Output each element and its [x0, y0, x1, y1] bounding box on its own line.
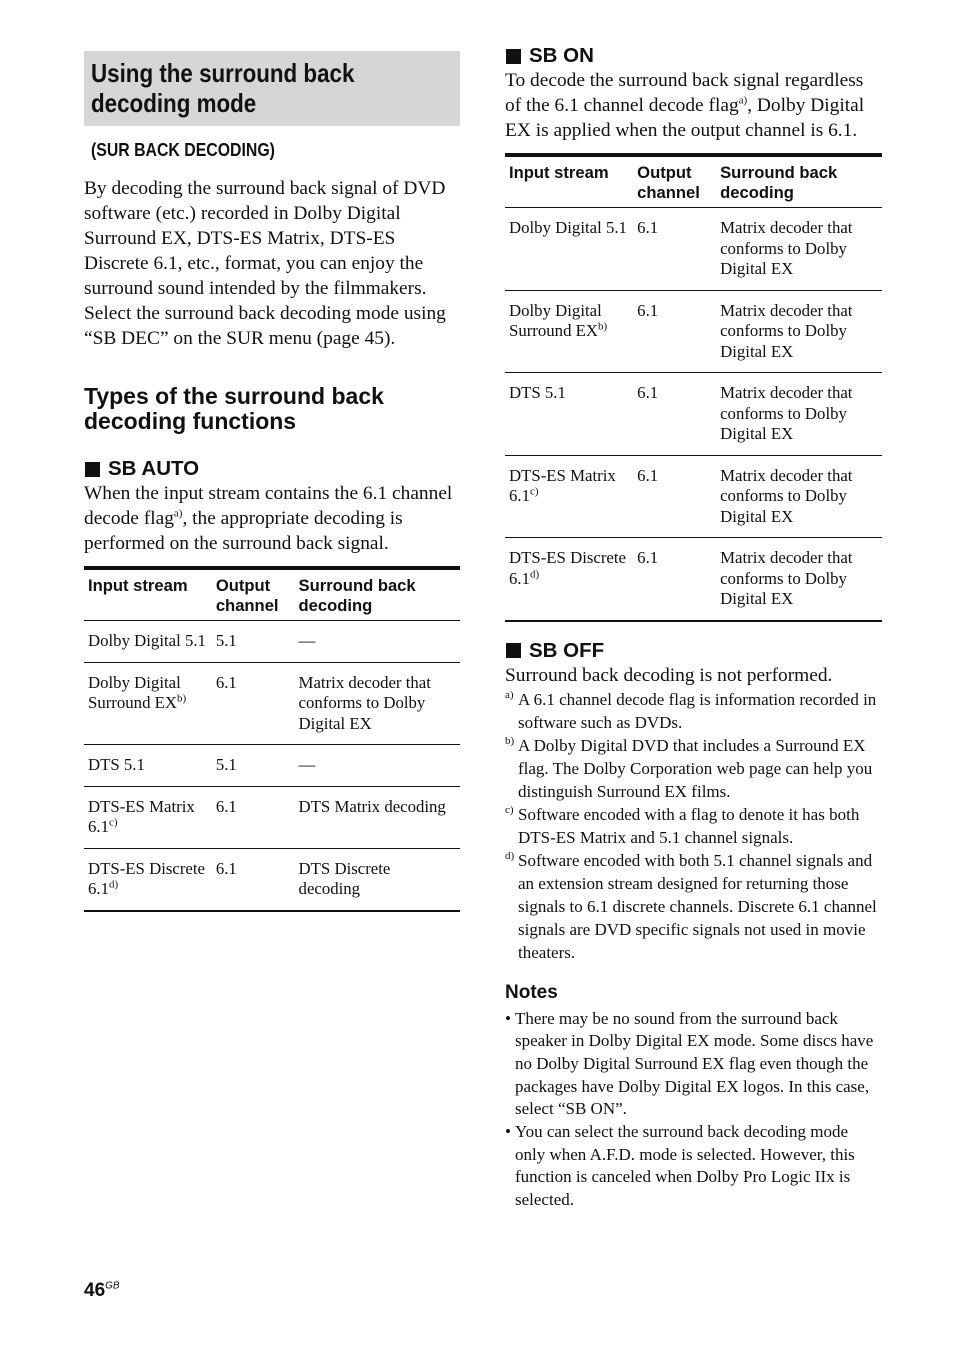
page-title: Using the surround back decoding mode	[91, 58, 355, 118]
cell-decoding: DTS Discrete decoding	[295, 848, 460, 911]
col-header-input: Input stream	[505, 155, 633, 208]
col-header-input: Input stream	[84, 568, 212, 621]
footnote-text: Software encoded with a flag to denote it has both DTS-ES Matrix and 5.1 channel signals.	[518, 804, 860, 847]
cell-decoding: DTS Matrix decoding	[295, 786, 460, 848]
notes-heading: Notes	[505, 981, 558, 1003]
footnote-a	[505, 688, 882, 734]
sb-on-text-before: To decode the surround back signal regardless of the 6.1 channel decode flag	[505, 70, 864, 116]
cell-decoding: Matrix decoder that conforms to Dolby Digital EX	[295, 662, 460, 745]
title-banner	[84, 51, 460, 126]
table-row	[84, 621, 460, 663]
cell-input: Dolby Digital Surround EX$^{b)}$	[84, 662, 212, 745]
cell-output: 5.1	[212, 621, 295, 663]
sb-on-table	[505, 153, 882, 622]
table-row	[505, 373, 882, 456]
footnote-ref: a)	[173, 507, 183, 520]
cell-output: 6.1	[212, 662, 295, 745]
footnotes	[505, 688, 882, 964]
cell-output: 6.1	[633, 455, 716, 538]
cell-input: DTS-ES Matrix 6.1$^{c)}$	[505, 455, 633, 538]
cell-output: 6.1	[212, 848, 295, 911]
footnote-text: Software encoded with both 5.1 channel signals and an extension stream designed for returning those signals to 6.1 discrete channels. Discrete 6.1 channel signals are DVD specific signals not used in movie theaters.	[518, 850, 877, 962]
sb-on-block	[505, 44, 882, 622]
table-header-row	[84, 568, 460, 621]
square-bullet-icon	[506, 643, 521, 658]
list-item: • You can select the surround back decoding mode only when A.F.D. mode is selected. However, this function is canceled when Dolby Pro Logic IIx is selected.	[505, 1121, 882, 1212]
page-subtitle: (SUR BACK DECODING)	[91, 140, 275, 160]
sb-off-block	[505, 639, 882, 688]
cell-input: DTS-ES Matrix 6.1$^{c)}$	[84, 786, 212, 848]
cell-output: 6.1	[633, 373, 716, 456]
sb-on-heading	[505, 44, 882, 68]
footnote-mark: d)	[505, 849, 515, 862]
cell-output: 6.1	[633, 208, 716, 291]
footnote-b	[505, 734, 882, 803]
cell-decoding: Matrix decoder that conforms to Dolby Digital EX	[716, 373, 882, 456]
sb-off-description: Surround back decoding is not performed.	[505, 664, 833, 686]
table-row	[84, 786, 460, 848]
page-number	[84, 1280, 120, 1302]
table-row	[505, 290, 882, 373]
footnote-mark: c)	[505, 803, 514, 816]
cell-decoding: Matrix decoder that conforms to Dolby Digital EX	[716, 538, 882, 621]
intro-paragraph: By decoding the surround back signal of DVD software (etc.) recorded in Dolby Digital Surround EX, DTS-ES Matrix, DTS-ES Discrete 6.1, etc., format, you can enjoy the surround sound intended by the filmmakers. Select the surround back decoding mode using “SB DEC” on the SUR menu (page 45).	[84, 178, 446, 349]
cell-input: DTS 5.1	[84, 745, 212, 787]
col-header-decoding: Surround back decoding	[295, 568, 460, 621]
cell-input: DTS 5.1	[505, 373, 633, 456]
col-header-output: Output channel	[212, 568, 295, 621]
cell-decoding: Matrix decoder that conforms to Dolby Digital EX	[716, 208, 882, 291]
footnote-text: A Dolby Digital DVD that includes a Surround EX flag. The Dolby Corporation web page can help you distinguish Surround EX films.	[518, 735, 873, 801]
footnote-c	[505, 803, 882, 849]
notes-list	[505, 1008, 882, 1212]
cell-input: Dolby Digital 5.1	[505, 208, 633, 291]
footnote-d	[505, 849, 882, 964]
right-column	[505, 44, 882, 1212]
square-bullet-icon	[506, 49, 521, 64]
section-heading: Types of the surround back decoding functions	[84, 383, 384, 434]
cell-input: Dolby Digital Surround EX$^{b)}$	[505, 290, 633, 373]
footnote-text: A 6.1 channel decode flag is information recorded in software such as DVDs.	[518, 689, 877, 732]
sb-auto-table	[84, 566, 460, 912]
sb-auto-heading	[84, 457, 460, 481]
cell-output: 6.1	[212, 786, 295, 848]
col-header-output: Output channel	[633, 155, 716, 208]
table-row	[505, 208, 882, 291]
list-item: • There may be no sound from the surround back speaker in Dolby Digital EX mode. Some discs have no Dolby Digital Surround EX flag even though the packages have Dolby Digital EX logos. In this case, select “SB ON”.	[505, 1008, 882, 1122]
cell-output: 6.1	[633, 538, 716, 621]
cell-output: 5.1	[212, 745, 295, 787]
square-bullet-icon	[85, 462, 100, 477]
sb-on-description	[505, 68, 882, 143]
table-row	[505, 455, 882, 538]
footnote-mark: b)	[505, 734, 515, 747]
footnote-mark: a)	[505, 688, 514, 701]
sb-auto-text-after: , the appropriate decoding is performed on the surround back signal.	[84, 508, 403, 554]
cell-input: Dolby Digital 5.1	[84, 621, 212, 663]
cell-input: DTS-ES Discrete 6.1$^{d)}$	[505, 538, 633, 621]
table-row	[84, 662, 460, 745]
sb-auto-description	[84, 481, 460, 556]
col-header-decoding: Surround back decoding	[716, 155, 882, 208]
sb-auto-text-before: When the input stream contains the 6.1 channel decode flag	[84, 483, 453, 529]
sb-auto-heading-text: SB AUTO	[108, 457, 200, 480]
sb-off-heading	[505, 639, 882, 663]
page-number-value: 46	[84, 1280, 106, 1301]
cell-decoding: Matrix decoder that conforms to Dolby Digital EX	[716, 455, 882, 538]
page-region: GB	[105, 1280, 120, 1292]
table-header-row	[505, 155, 882, 208]
table-row	[505, 538, 882, 621]
sb-on-heading-text: SB ON	[529, 44, 594, 67]
cell-decoding: —	[295, 621, 460, 663]
table-row	[84, 848, 460, 911]
sb-auto-block	[84, 457, 460, 912]
footnote-ref: a)	[738, 94, 748, 107]
cell-decoding: Matrix decoder that conforms to Dolby Digital EX	[716, 290, 882, 373]
left-column	[84, 51, 460, 912]
cell-output: 6.1	[633, 290, 716, 373]
sb-on-text-after: , Dolby Digital EX is applied when the output channel is 6.1.	[505, 95, 865, 141]
cell-decoding: —	[295, 745, 460, 787]
sb-off-heading-text: SB OFF	[529, 638, 605, 662]
table-row	[84, 745, 460, 787]
cell-input: DTS-ES Discrete 6.1$^{d)}$	[84, 848, 212, 911]
